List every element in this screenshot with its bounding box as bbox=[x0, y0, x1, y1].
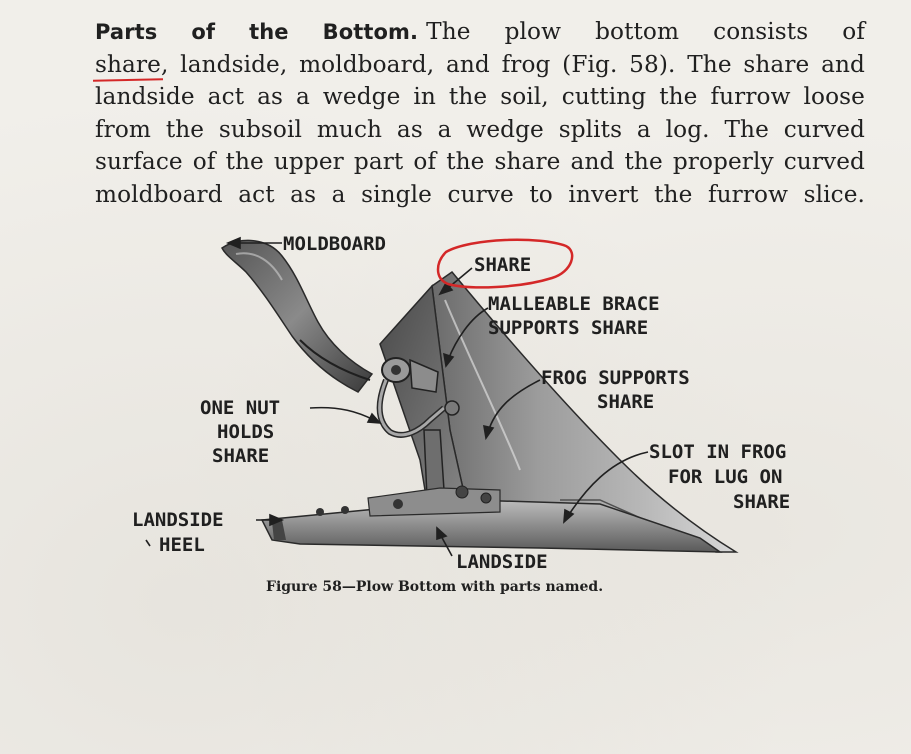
line-1-text: The plow bottom consists of bbox=[426, 18, 865, 45]
line-2-text: , landside, moldboard, and frog (Fig. 58). The share and bbox=[160, 50, 865, 78]
label-malleable-brace-2: SUPPORTS SHARE bbox=[488, 317, 649, 339]
label-landside: LANDSIDE bbox=[456, 551, 548, 573]
paragraph-line-3: landside act as a wedge in the soil, cutting the furrow loose bbox=[95, 83, 865, 111]
label-one-nut-3: SHARE bbox=[212, 445, 270, 467]
label-share: SHARE bbox=[474, 254, 532, 276]
label-moldboard: MOLDBOARD bbox=[283, 233, 386, 255]
label-frog-1: FROG SUPPORTS bbox=[541, 367, 690, 389]
section-heading: Parts of the Bottom. bbox=[95, 20, 419, 44]
label-slot-3: SHARE bbox=[733, 491, 791, 513]
paragraph-line-5: surface of the upper part of the share and the properly curved bbox=[95, 148, 865, 176]
label-frog-2: SHARE bbox=[597, 391, 655, 413]
figure-caption: Figure 58—Plow Bottom with parts named. bbox=[266, 579, 604, 595]
label-one-nut-2: HOLDS bbox=[217, 421, 275, 443]
label-malleable-brace-1: MALLEABLE BRACE bbox=[488, 293, 660, 315]
label-landside-heel-2: HEEL bbox=[159, 534, 205, 556]
paragraph-line-4: from the subsoil much as a wedge splits a log. The curved bbox=[95, 115, 865, 143]
label-one-nut-1: ONE NUT bbox=[200, 397, 281, 419]
underlined-share-word: share bbox=[95, 50, 161, 78]
label-slot-1: SLOT IN FROG bbox=[649, 441, 787, 463]
label-landside-heel-1: LANDSIDE bbox=[132, 509, 224, 531]
paragraph-line-6: moldboard act as a single curve to invert the furrow slice. bbox=[95, 180, 865, 208]
label-slot-2: FOR LUG ON bbox=[668, 466, 783, 488]
moldboard-shape bbox=[222, 240, 372, 392]
